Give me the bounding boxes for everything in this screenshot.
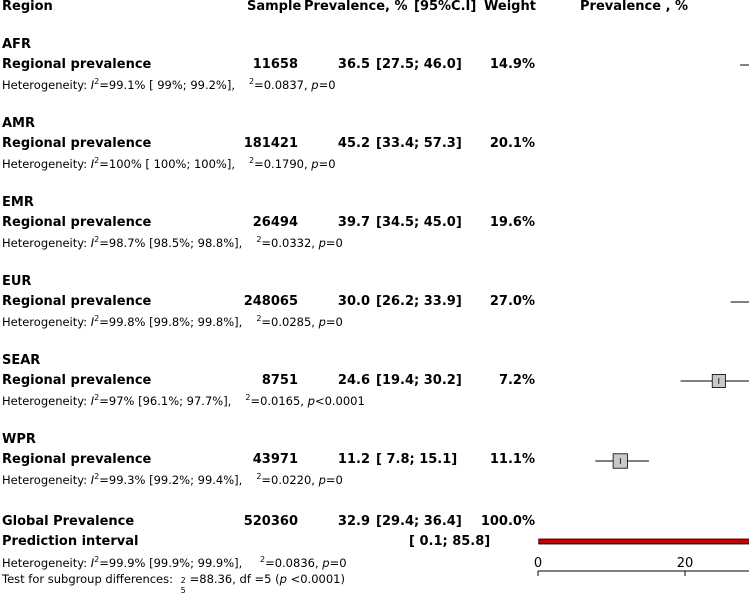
- group-name: SEAR: [2, 353, 41, 368]
- group-sample: 248065: [243, 294, 298, 309]
- global-ci: [29.4; 36.4]: [376, 514, 462, 529]
- group-prevalence: 30.0: [337, 294, 370, 309]
- group-name: EUR: [2, 274, 32, 289]
- header-region: Region: [2, 0, 53, 14]
- global-heterogeneity: Heterogeneity: $I^2=99.9\%$ [99.9%; 99.9%], $^2$=0.0836, p=0: [2, 555, 347, 570]
- global-weight: 100.0%: [480, 514, 535, 529]
- header-ci: [95%C.I]: [414, 0, 477, 14]
- group-prevalence: 36.5: [337, 57, 370, 72]
- group-name: AFR: [2, 37, 31, 52]
- group-sample: 26494: [252, 215, 298, 230]
- group-ci: [ 7.8; 15.1]: [376, 452, 458, 467]
- group-prevalence: 11.2: [337, 452, 370, 467]
- group-sample: 43971: [252, 452, 298, 467]
- group-sample: 181421: [243, 136, 298, 151]
- group-label: Regional prevalence: [2, 373, 152, 388]
- group-weight: 19.6%: [489, 215, 535, 230]
- group-heterogeneity: Heterogeneity: $I^2=100\%$ [ 100%; 100%], $^2$=0.1790, p=0: [2, 156, 336, 171]
- group-heterogeneity: Heterogeneity: $I^2=98.7\%$ [98.5%; 98.8%], $^2$=0.0332, p=0: [2, 235, 343, 250]
- group-weight: 14.9%: [489, 57, 535, 72]
- group-weight: 27.0%: [489, 294, 535, 309]
- prediction-interval-label: Prediction interval: [2, 534, 139, 549]
- group-weight: 11.1%: [489, 452, 535, 467]
- group-label: Regional prevalence: [2, 136, 152, 151]
- group-name: WPR: [2, 432, 36, 447]
- group-prevalence: 24.6: [337, 373, 370, 388]
- group-name: EMR: [2, 195, 34, 210]
- group-label: Regional prevalence: [2, 57, 152, 72]
- group-prevalence: 45.2: [337, 136, 370, 151]
- global-prevalence-label: Global Prevalence: [2, 514, 135, 529]
- prediction-interval-bar: [539, 539, 749, 544]
- x-tick-label-20: 20: [676, 556, 694, 571]
- prediction-interval-ci: [ 0.1; 85.8]: [409, 534, 491, 549]
- group-ci: [34.5; 45.0]: [376, 215, 462, 230]
- group-prevalence: 39.7: [337, 215, 370, 230]
- group-heterogeneity: Heterogeneity: $I^2=99.1\%$ [ 99%; 99.2%], $^2$=0.0837, p=0: [2, 77, 336, 92]
- group-weight: 7.2%: [498, 373, 535, 388]
- group-weight: 20.1%: [489, 136, 535, 151]
- header-prevalence: Prevalence, %: [304, 0, 408, 14]
- header-plot-title: Prevalence , %: [580, 0, 689, 14]
- group-ci: [33.4; 57.3]: [376, 136, 462, 151]
- header-sample: Sample: [247, 0, 302, 14]
- subgroup-test: Test for subgroup differences: 2 5 =88.36, df =5 (p <0.0001): [2, 572, 345, 595]
- global-sample: 520360: [243, 514, 298, 529]
- group-heterogeneity: Heterogeneity: $I^2=99.3\%$ [99.2%; 99.4%], $^2$=0.0220, p=0: [2, 472, 343, 487]
- group-sample: 8751: [261, 373, 298, 388]
- group-name: AMR: [2, 116, 36, 131]
- group-heterogeneity: Heterogeneity: $I^2=97\%$ [96.1%; 97.7%], $^2$=0.0165, p<0.0001: [2, 393, 365, 408]
- group-ci: [27.5; 46.0]: [376, 57, 462, 72]
- group-sample: 11658: [252, 57, 298, 72]
- global-prevalence-value: 32.9: [337, 514, 370, 529]
- group-label: Regional prevalence: [2, 215, 152, 230]
- group-label: Regional prevalence: [2, 294, 152, 309]
- group-ci: [26.2; 33.9]: [376, 294, 462, 309]
- group-heterogeneity: Heterogeneity: $I^2=99.8\%$ [99.8%; 99.8%], $^2$=0.0285, p=0: [2, 314, 343, 329]
- x-tick-label-0: 0: [533, 556, 543, 571]
- header-weight: Weight: [484, 0, 536, 14]
- group-label: Regional prevalence: [2, 452, 152, 467]
- group-ci: [19.4; 30.2]: [376, 373, 462, 388]
